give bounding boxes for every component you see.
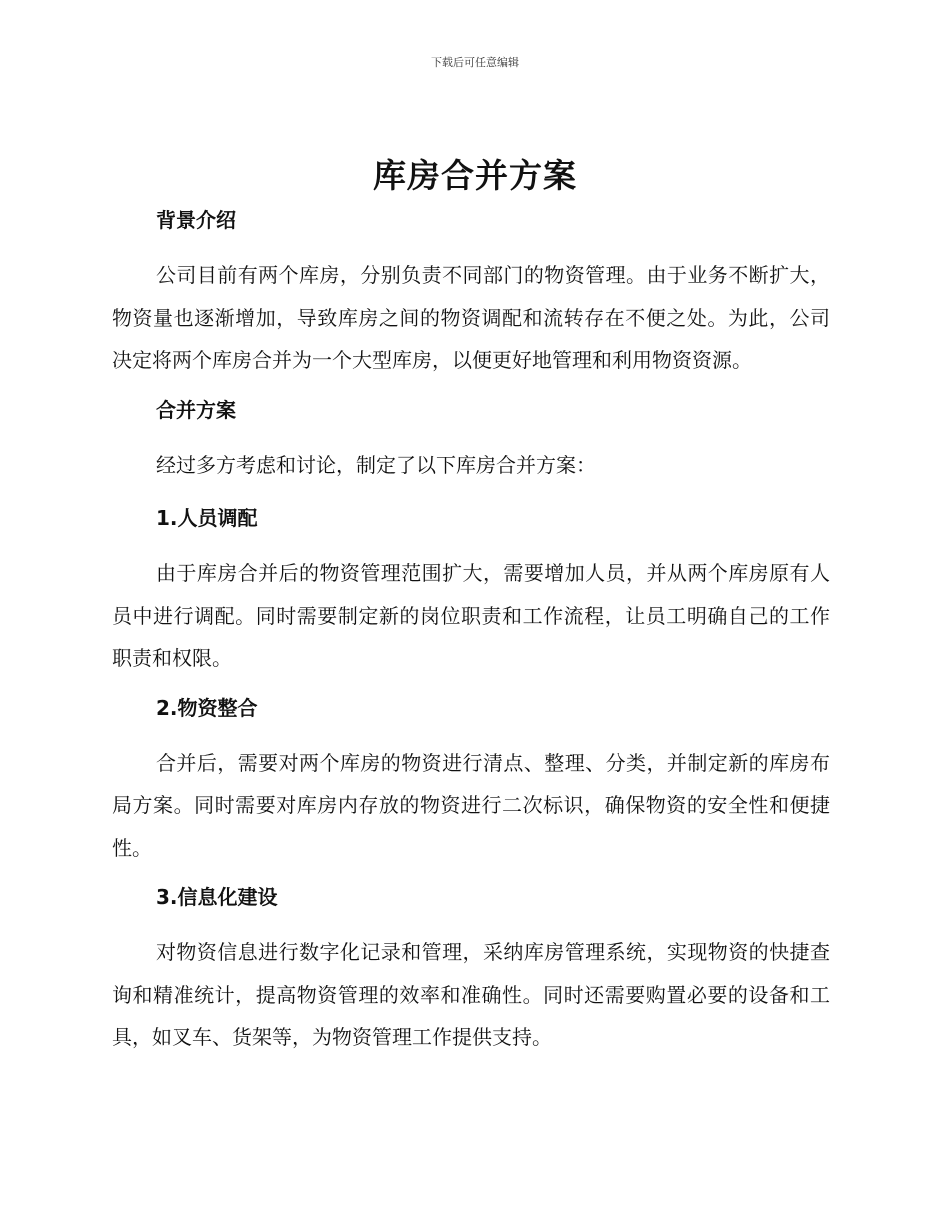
section-heading-materials: 2.物资整合 — [156, 695, 258, 720]
paragraph-background: 公司目前有两个库房，分别负责不同部门的物资管理。由于业务不断扩大，物资量也逐渐增加，导致库房之间的物资调配和流转存在不便之处。为此，公司决定将两个库房合并为一个大型库房，以便更好地管理和利用物资资源。 — [112, 263, 830, 372]
paragraph-plan: 经过多方考虑和讨论，制定了以下库房合并方案： — [156, 452, 596, 477]
section-heading-plan: 合并方案 — [156, 397, 236, 422]
header-note: 下载后可任意编辑 — [431, 56, 519, 69]
paragraph-staff: 由于库房合并后的物资管理范围扩大，需要增加人员，并从两个库房原有人员中进行调配。同时需要制定新的岗位职责和工作流程，让员工明确自己的工作职责和权限。 — [112, 561, 830, 670]
section-heading-it: 3.信息化建设 — [156, 885, 278, 909]
document-title: 库房合并方案 — [373, 156, 577, 195]
document-body — [112, 200, 830, 1073]
section-heading-staff: 1.人员调配 — [156, 506, 258, 530]
paragraph-it: 对物资信息进行数字化记录和管理，采纳库房管理系统，实现物资的快捷查询和精准统计，提高物资管理的效率和准确性。同时还需要购置必要的设备和工具，如叉车、货架等，为物资管理工作提供支持。 — [112, 940, 830, 1049]
section-heading-background: 背景介绍 — [156, 208, 236, 232]
paragraph-materials: 合并后，需要对两个库房的物资进行清点、整理、分类，并制定新的库房布局方案。同时需要对库房内存放的物资进行二次标识，确保物资的安全性和便捷性。 — [112, 750, 830, 860]
